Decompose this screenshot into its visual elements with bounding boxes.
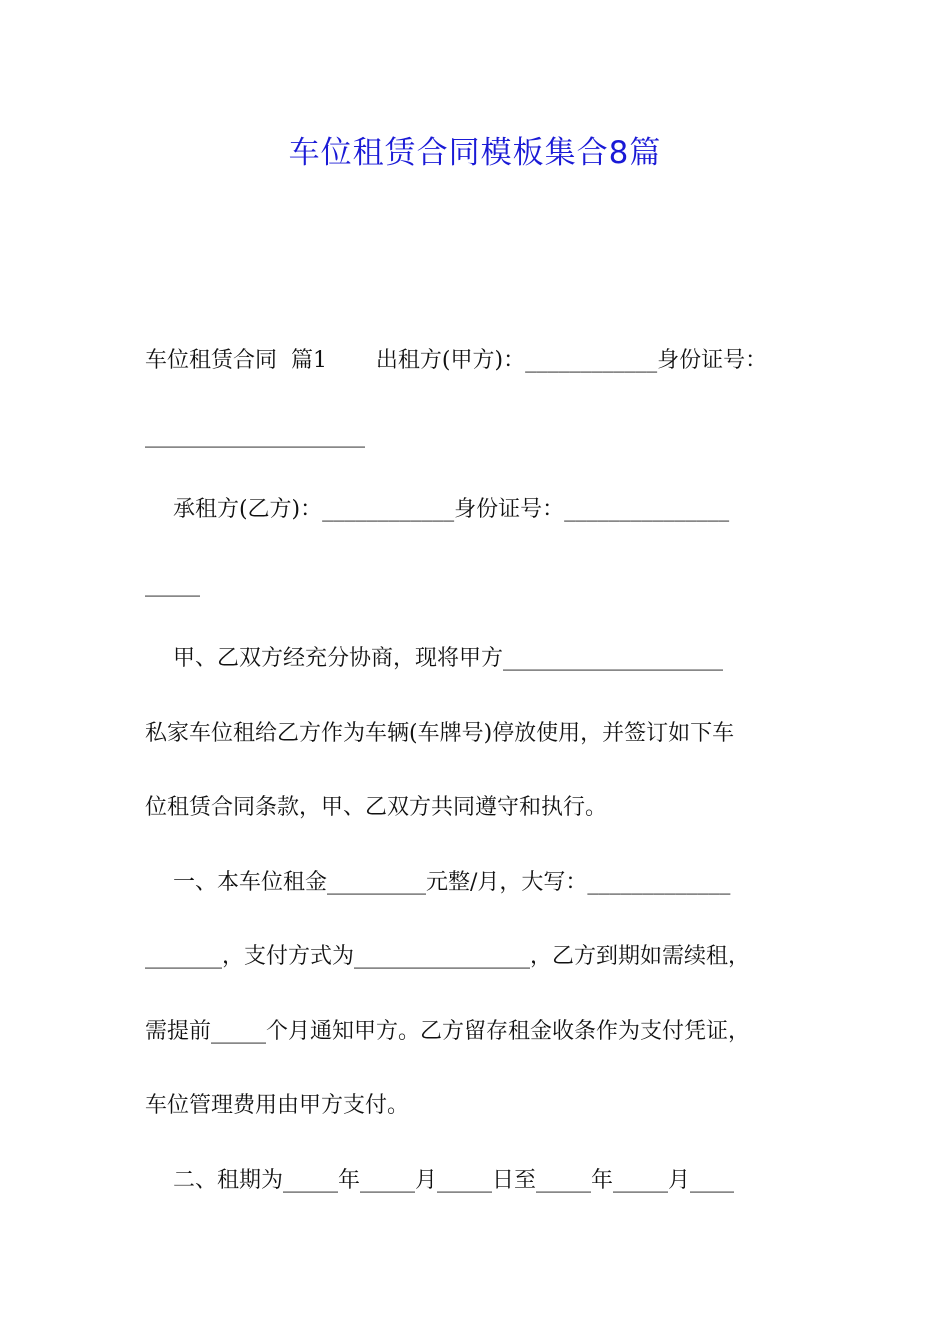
text-line-10: 需提前_____个月通知甲方。乙方留存租金收条作为支付凭证， (145, 1019, 751, 1044)
text-line-5: 甲、乙双方经充分协商，现将甲方____________________ (145, 646, 723, 671)
text-line-2: ____________________ (145, 423, 365, 448)
text-line-11: 车位管理费用由甲方支付。 (145, 1093, 410, 1118)
text-line-7: 位租赁合同条款，甲、乙双方共同遵守和执行。 (145, 795, 608, 820)
text-line-12: 二、租期为_____年_____月_____日至_____年_____月____ (145, 1168, 734, 1193)
text-line-1: 车位租赁合同 篇1 出租方(甲方)：____________身份证号： (145, 348, 768, 373)
text-line-4: _____ (145, 572, 200, 597)
text-line-8: 一、本车位租金_________元整/月，大写：_____________ (145, 870, 731, 895)
text-line-6: 私家车位租给乙方作为车辆(车牌号)停放使用，并签订如下车 (145, 721, 735, 746)
text-line-9: _______，支付方式为________________，乙方到期如需续租， (145, 944, 751, 969)
text-line-3: 承租方(乙方)：____________身份证号：_______________ (145, 497, 730, 522)
document-title: 车位租赁合同模板集合8篇 (288, 135, 662, 171)
